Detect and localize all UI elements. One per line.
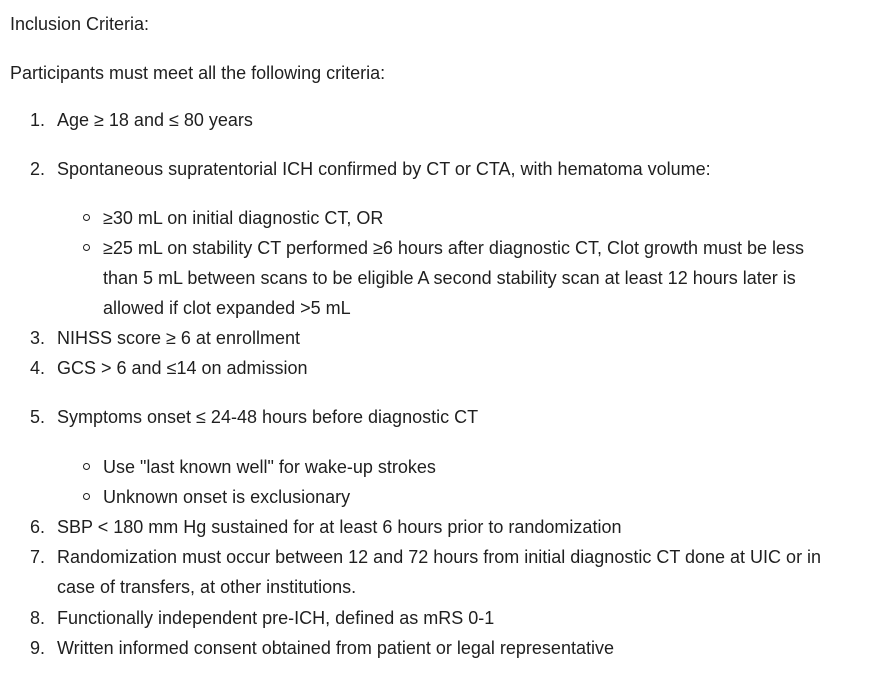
list-number: 7.: [30, 547, 46, 567]
intro-text: Participants must meet all the following criteria:: [10, 63, 386, 83]
sub-list-item-text: Use "last known well" for wake-up strokes: [103, 457, 436, 477]
hollow-bullet-icon: [83, 493, 90, 500]
list-number: 1.: [30, 110, 46, 130]
hollow-bullet-icon: [83, 244, 90, 251]
list-number: 3.: [30, 328, 46, 348]
list-number: 4.: [30, 358, 46, 378]
list-number: 8.: [30, 608, 46, 628]
sub-list-item-text: ≥25 mL on stability CT performed ≥6 hours after diagnostic CT, Clot growth must be less than 5 mL between scans to be eligible A second stability scan at least 12 hours later is allowed if clot expanded >5 mL: [103, 238, 805, 318]
list-number: 6.: [30, 517, 46, 537]
list-item-text: Symptoms onset ≤ 24-48 hours before diagnostic CT: [57, 407, 479, 427]
list-item-text: Functionally independent pre-ICH, defined as mRS 0-1: [57, 608, 495, 628]
sub-list-item-text: Unknown onset is exclusionary: [103, 487, 351, 507]
list-item-text: Spontaneous supratentorial ICH confirmed by CT or CTA, with hematoma volume:: [57, 159, 711, 179]
list-number: 9.: [30, 638, 46, 658]
hollow-bullet-icon: [83, 463, 90, 470]
list-number: 2.: [30, 159, 46, 179]
section-heading: Inclusion Criteria:: [10, 14, 150, 34]
list-item-text: GCS > 6 and ≤14 on admission: [57, 358, 308, 378]
list-item-text: SBP < 180 mm Hg sustained for at least 6 hours prior to randomization: [57, 517, 622, 537]
list-number: 5.: [30, 407, 46, 427]
list-item-text: Age ≥ 18 and ≤ 80 years: [57, 110, 253, 130]
list-item-text: NIHSS score ≥ 6 at enrollment: [57, 328, 300, 348]
sub-list-item-text: ≥30 mL on initial diagnostic CT, OR: [103, 208, 384, 228]
list-item-text: Written informed consent obtained from patient or legal representative: [57, 638, 614, 658]
hollow-bullet-icon: [83, 214, 90, 221]
list-item-text: Randomization must occur between 12 and 72 hours from initial diagnostic CT done at UIC or in case of transfers, at other institutions.: [57, 547, 822, 597]
